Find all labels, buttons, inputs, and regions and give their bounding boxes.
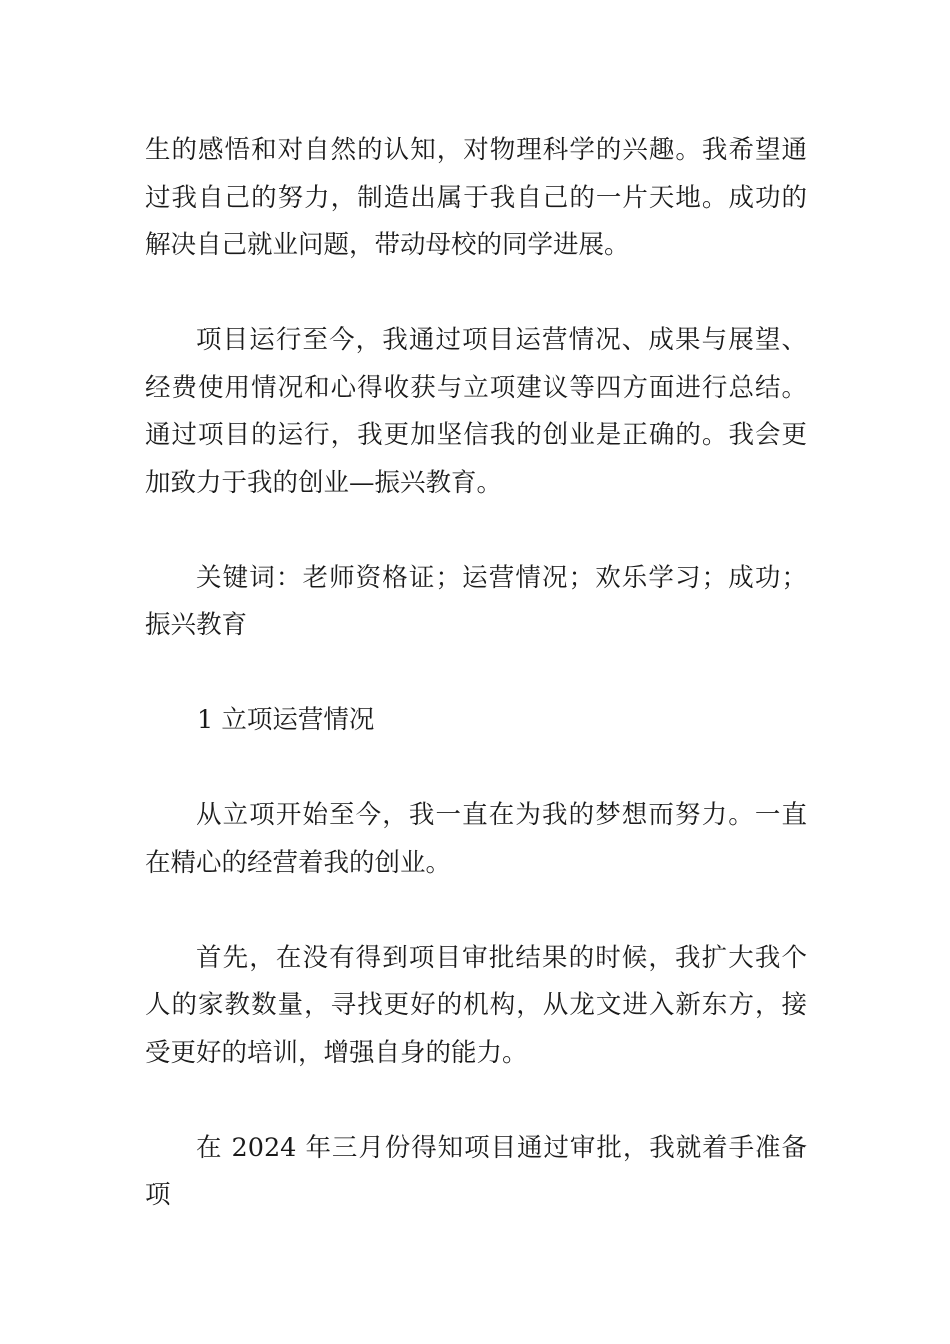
section-heading: 1 立项运营情况	[197, 705, 375, 735]
document-page	[145, 127, 807, 1267]
paragraph-first-steps: 首先，在没有得到项目审批结果的时候，我扩大我个人的家教数量，寻找更好的机构，从龙文进入新东方，接受更好的培训，增强自身的能力。	[145, 942, 807, 1068]
paragraph-since-approval: 从立项开始至今，我一直在为我的梦想而努力。一直在精心的经营着我的创业。	[145, 800, 807, 878]
paragraph-keywords: 关键词：老师资格证；运营情况；欢乐学习；成功；振兴教育	[145, 562, 807, 640]
paragraph-continuation: 生的感悟和对自然的认知，对物理科学的兴趣。我希望通过我自己的努力，制造出属于我自己的一片天地。成功的解决自己就业问题，带动母校的同学进展。	[145, 135, 807, 260]
paragraph-march-approval: 在 2024 年三月份得知项目通过审批，我就着手准备项	[145, 1132, 807, 1210]
paragraph-summary: 项目运行至今，我通过项目运营情况、成果与展望、经费使用情况和心得收获与立项建议等四方面进行总结。通过项目的运行，我更加坚信我的创业是正确的。我会更加致力于我的创业—振兴教育。	[145, 325, 807, 498]
